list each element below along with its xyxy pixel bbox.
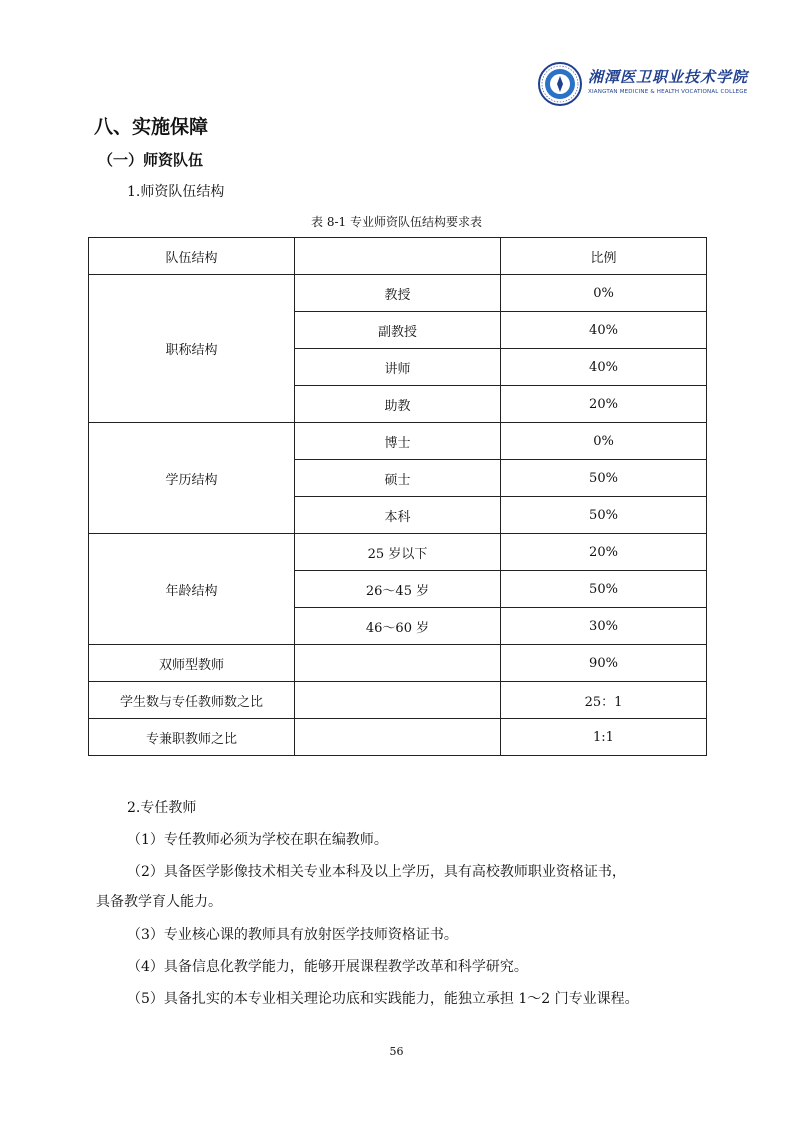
group-cell: 学生数与专任教师数之比 bbox=[89, 682, 295, 719]
college-seal-icon bbox=[538, 62, 582, 106]
ratio-cell: 20% bbox=[501, 386, 707, 423]
paragraph: （2）具备医学影像技术相关专业本科及以上学历，具有高校教师职业资格证书， bbox=[127, 864, 626, 880]
ratio-cell: 40% bbox=[501, 349, 707, 386]
table-row bbox=[89, 645, 707, 682]
item-cell: 本科 bbox=[295, 497, 501, 534]
header-cell: 比例 bbox=[501, 238, 707, 275]
ratio-cell: 0% bbox=[501, 423, 707, 460]
section-title: 八、实施保障 bbox=[94, 116, 209, 138]
item-cell: 46～60 岁 bbox=[295, 608, 501, 645]
ratio-cell: 20% bbox=[501, 534, 707, 571]
empty-cell bbox=[295, 719, 501, 756]
item-cell: 硕士 bbox=[295, 460, 501, 497]
subsection-title: （一）师资队伍 bbox=[98, 151, 204, 169]
ratio-cell: 1:1 bbox=[501, 719, 707, 756]
page-number: 56 bbox=[389, 1045, 404, 1058]
section2-title: 2.专任教师 bbox=[127, 800, 197, 816]
item-title: 1.师资队伍结构 bbox=[127, 184, 225, 200]
table-row bbox=[89, 534, 707, 571]
empty-cell bbox=[295, 645, 501, 682]
logo-chinese-name: 湘潭医卫职业技术学院 bbox=[588, 68, 749, 86]
ratio-cell: 0% bbox=[501, 275, 707, 312]
header-cell: 队伍结构 bbox=[89, 238, 295, 275]
table-row bbox=[89, 719, 707, 756]
group-cell: 职称结构 bbox=[89, 275, 295, 423]
item-cell: 讲师 bbox=[295, 349, 501, 386]
ratio-cell: 50% bbox=[501, 460, 707, 497]
item-cell: 博士 bbox=[295, 423, 501, 460]
ratio-cell: 40% bbox=[501, 312, 707, 349]
staff-structure-table bbox=[88, 237, 707, 756]
ratio-cell: 50% bbox=[501, 497, 707, 534]
ratio-cell: 25：1 bbox=[501, 682, 707, 719]
empty-cell bbox=[295, 682, 501, 719]
group-cell: 专兼职教师之比 bbox=[89, 719, 295, 756]
college-logo bbox=[538, 62, 749, 108]
ratio-cell: 50% bbox=[501, 571, 707, 608]
table-row bbox=[89, 423, 707, 460]
paragraph: 具备教学育人能力。 bbox=[96, 894, 222, 910]
group-cell: 学历结构 bbox=[89, 423, 295, 534]
item-cell: 25 岁以下 bbox=[295, 534, 501, 571]
item-cell: 副教授 bbox=[295, 312, 501, 349]
header-cell bbox=[295, 238, 501, 275]
table-row bbox=[89, 682, 707, 719]
logo-english-name: XIANGTAN MEDICINE & HEALTH VOCATIONAL COLLEGE bbox=[588, 89, 748, 95]
paragraph: （4）具备信息化教学能力，能够开展课程教学改革和科学研究。 bbox=[127, 959, 528, 975]
table-row bbox=[89, 275, 707, 312]
table-caption: 表 8-1 专业师资队伍结构要求表 bbox=[311, 215, 482, 229]
group-cell: 年龄结构 bbox=[89, 534, 295, 645]
paragraph: （5）具备扎实的本专业相关理论功底和实践能力，能独立承担 1～2 门专业课程。 bbox=[127, 991, 639, 1007]
ratio-cell: 90% bbox=[501, 645, 707, 682]
paragraph: （1）专任教师必须为学校在职在编教师。 bbox=[127, 832, 388, 848]
group-cell: 双师型教师 bbox=[89, 645, 295, 682]
item-cell: 26～45 岁 bbox=[295, 571, 501, 608]
paragraph: （3）专业核心课的教师具有放射医学技师资格证书。 bbox=[127, 927, 458, 943]
item-cell: 教授 bbox=[295, 275, 501, 312]
table-header-row bbox=[89, 238, 707, 275]
item-cell: 助教 bbox=[295, 386, 501, 423]
ratio-cell: 30% bbox=[501, 608, 707, 645]
